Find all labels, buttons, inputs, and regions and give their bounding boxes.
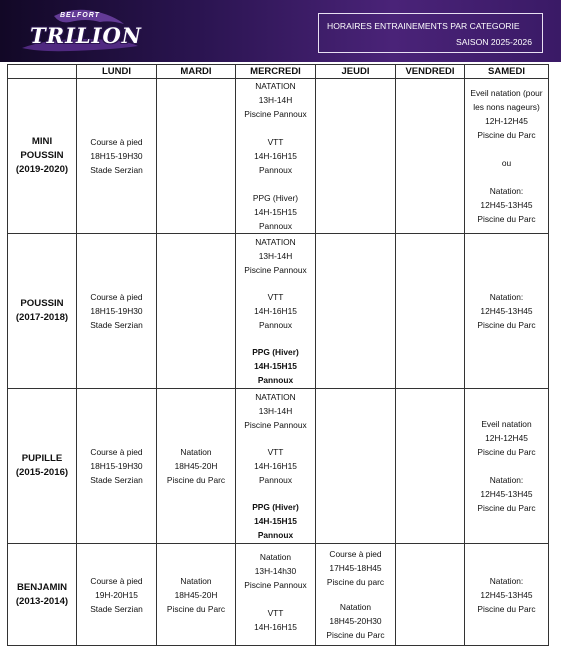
category-cell [8,544,77,646]
logo-main-text: TRILION [30,23,142,48]
schedule-line: Natation: [489,575,524,586]
schedule-line: PPG (Hiver) [252,347,299,357]
schedule-line: Course à pied [90,447,143,457]
schedule-line: Piscine du Parc [477,214,536,224]
schedule-line: 14H-15H15 [254,361,297,371]
schedule-line: PUPILLE [21,453,63,464]
schedule-line: 17H45-18H45 [329,563,382,573]
schedule-cell-mardi [157,389,236,544]
column-header-mardi: MARDI [157,65,236,79]
schedule-line: 18H45-20H [174,589,218,600]
schedule-title-box [318,13,543,53]
schedule-line: 12H-12H45 [485,433,528,443]
schedule-line: 14H-16H15 [254,622,297,632]
schedule-line: Eveil natation [481,419,532,429]
schedule-line: Pannoux [258,475,293,485]
schedule-line: Stade Serzian [90,165,143,175]
schedule-cell-mercredi [236,234,316,389]
schedule-line: 13H-14H [258,406,293,416]
schedule-cell-lundi [77,79,157,234]
schedule-line: 13H-14H [258,251,293,261]
schedule-line: 18H15-19H30 [90,461,143,471]
trilion-logo [14,6,144,54]
schedule-cell-mercredi [236,544,316,646]
schedule-line: POUSSIN [20,298,64,309]
schedule-cell-vendredi [396,544,465,646]
schedule-line: 14H-15H15 [254,207,297,217]
schedule-cell-jeudi [316,79,396,234]
schedule-line: Stade Serzian [90,475,143,485]
schedule-line: Piscine du Parc [477,503,536,513]
table-row [8,234,549,389]
schedule-line: Piscine du Parc [477,320,536,330]
schedule-line: Pannoux [258,221,293,231]
schedule-line: Piscine du Parc [326,630,385,640]
schedule-cell-vendredi [396,79,465,234]
column-header-samedi: SAMEDI [465,65,549,79]
schedule-cell-samedi [465,79,549,234]
schedule-line: 14H-16H15 [254,151,297,161]
schedule-line: Natation [180,447,212,457]
schedule-line: Course à pied [329,549,382,559]
schedule-line: Piscine du parc [326,577,385,587]
schedule-line: (2019-2020) [15,164,69,175]
column-header-mercredi: MERCREDI [236,65,316,79]
schedule-line: 14H-16H15 [254,461,297,471]
schedule-cell-samedi [465,389,549,544]
table-row [8,389,549,544]
schedule-line: Piscine Pannoux [244,265,307,275]
schedule-line: Stade Serzian [90,603,143,614]
schedule-line: Natation [259,552,292,562]
schedule-line: Pannoux [257,375,294,385]
logo-top-text: BELFORT [60,12,100,19]
schedule-line: Eveil natation (pour [470,88,543,98]
schedule-line: 18H15-19H30 [90,151,143,161]
schedule-line: les nons nageurs) [473,102,540,112]
schedule-line: 12H-12H45 [485,116,528,126]
schedule-line: 18H45-20H30 [329,616,382,626]
schedule-line: Natation: [489,292,524,302]
schedule-line: Course à pied [90,575,143,586]
schedule-line: Pannoux [258,165,293,175]
schedule-line: NATATION [255,392,296,402]
category-cell [8,79,77,234]
schedule-line: 13H-14h30 [254,566,297,576]
schedule-line: VTT [267,608,284,618]
schedule-line: NATATION [255,81,296,91]
schedule-cell-jeudi [316,389,396,544]
column-header-lundi: LUNDI [77,65,157,79]
schedule-line: MINI [31,136,53,147]
schedule-cell-mardi [157,544,236,646]
column-header-vendredi: VENDREDI [396,65,465,79]
schedule-line: NATATION [255,237,296,247]
schedule-line: 12H45-13H45 [480,306,533,316]
schedule-cell-mercredi [236,389,316,544]
season-label: SAISON 2025-2026 [456,37,532,47]
schedule-cell-samedi [465,234,549,389]
schedule-line: 12H45-13H45 [480,200,533,210]
schedule-cell-vendredi [396,389,465,544]
schedule-cell-jeudi [316,234,396,389]
table-header-row [8,65,549,79]
schedule-line: Piscine du Parc [166,603,226,614]
table-row [8,79,549,234]
schedule-line: 12H45-13H45 [480,589,533,600]
schedule-line: 14H-16H15 [254,306,297,316]
schedule-line: VTT [267,292,284,302]
schedule-line: Pannoux [258,320,293,330]
schedule-line: VTT [267,447,284,457]
schedule-line: ou [501,158,512,168]
schedule-cell-mardi [157,234,236,389]
schedule-line: Natation [180,575,212,586]
schedule-line: 18H15-19H30 [90,306,143,316]
column-header-jeudi: JEUDI [316,65,396,79]
column-header-category [8,65,77,79]
category-cell [8,234,77,389]
schedule-line: Piscine Pannoux [244,109,307,119]
schedule-line: Piscine du Parc [166,475,226,485]
schedule-line: POUSSIN [20,150,64,161]
schedule-line: (2017-2018) [15,312,69,323]
schedule-line: BENJAMIN [16,581,68,593]
schedule-line: (2015-2016) [15,467,69,478]
schedule-line: Piscine Pannoux [244,580,307,590]
schedule-line: 18H45-20H [174,461,218,471]
schedule-line: Stade Serzian [90,320,143,330]
schedule-line: Pannoux [257,530,294,540]
schedule-line: Natation [339,602,372,612]
schedule-line: 12H45-13H45 [480,489,533,499]
schedule-line: (2013-2014) [15,595,69,607]
schedule-cell-lundi [77,544,157,646]
table-row [8,544,549,646]
schedule-table [7,64,549,646]
schedule-line: Piscine Pannoux [244,420,307,430]
schedule-cell-samedi [465,544,549,646]
schedule-line: Piscine du Parc [477,447,536,457]
schedule-line: Course à pied [90,137,143,147]
schedule-cell-mercredi [236,79,316,234]
schedule-line: Course à pied [90,292,143,302]
schedule-cell-lundi [77,234,157,389]
schedule-cell-vendredi [396,234,465,389]
schedule-line: Piscine du Parc [477,130,536,140]
schedule-cell-jeudi [316,544,396,646]
schedule-line: PPG (Hiver) [252,502,299,512]
schedule-cell-mardi [157,79,236,234]
schedule-line: Piscine du Parc [477,603,536,614]
schedule-line: Natation: [489,186,524,196]
category-cell [8,389,77,544]
schedule-cell-lundi [77,389,157,544]
schedule-line: 14H-15H15 [254,516,297,526]
schedule-line: VTT [267,137,284,147]
schedule-line: Natation: [489,475,524,485]
schedule-line: PPG (Hiver) [252,193,299,203]
schedule-line: 19H-20H15 [95,589,138,600]
page-header [0,0,561,62]
schedule-line: 13H-14H [258,95,293,105]
schedule-title: HORAIRES ENTRAINEMENTS PAR CATEGORIE [327,21,520,31]
